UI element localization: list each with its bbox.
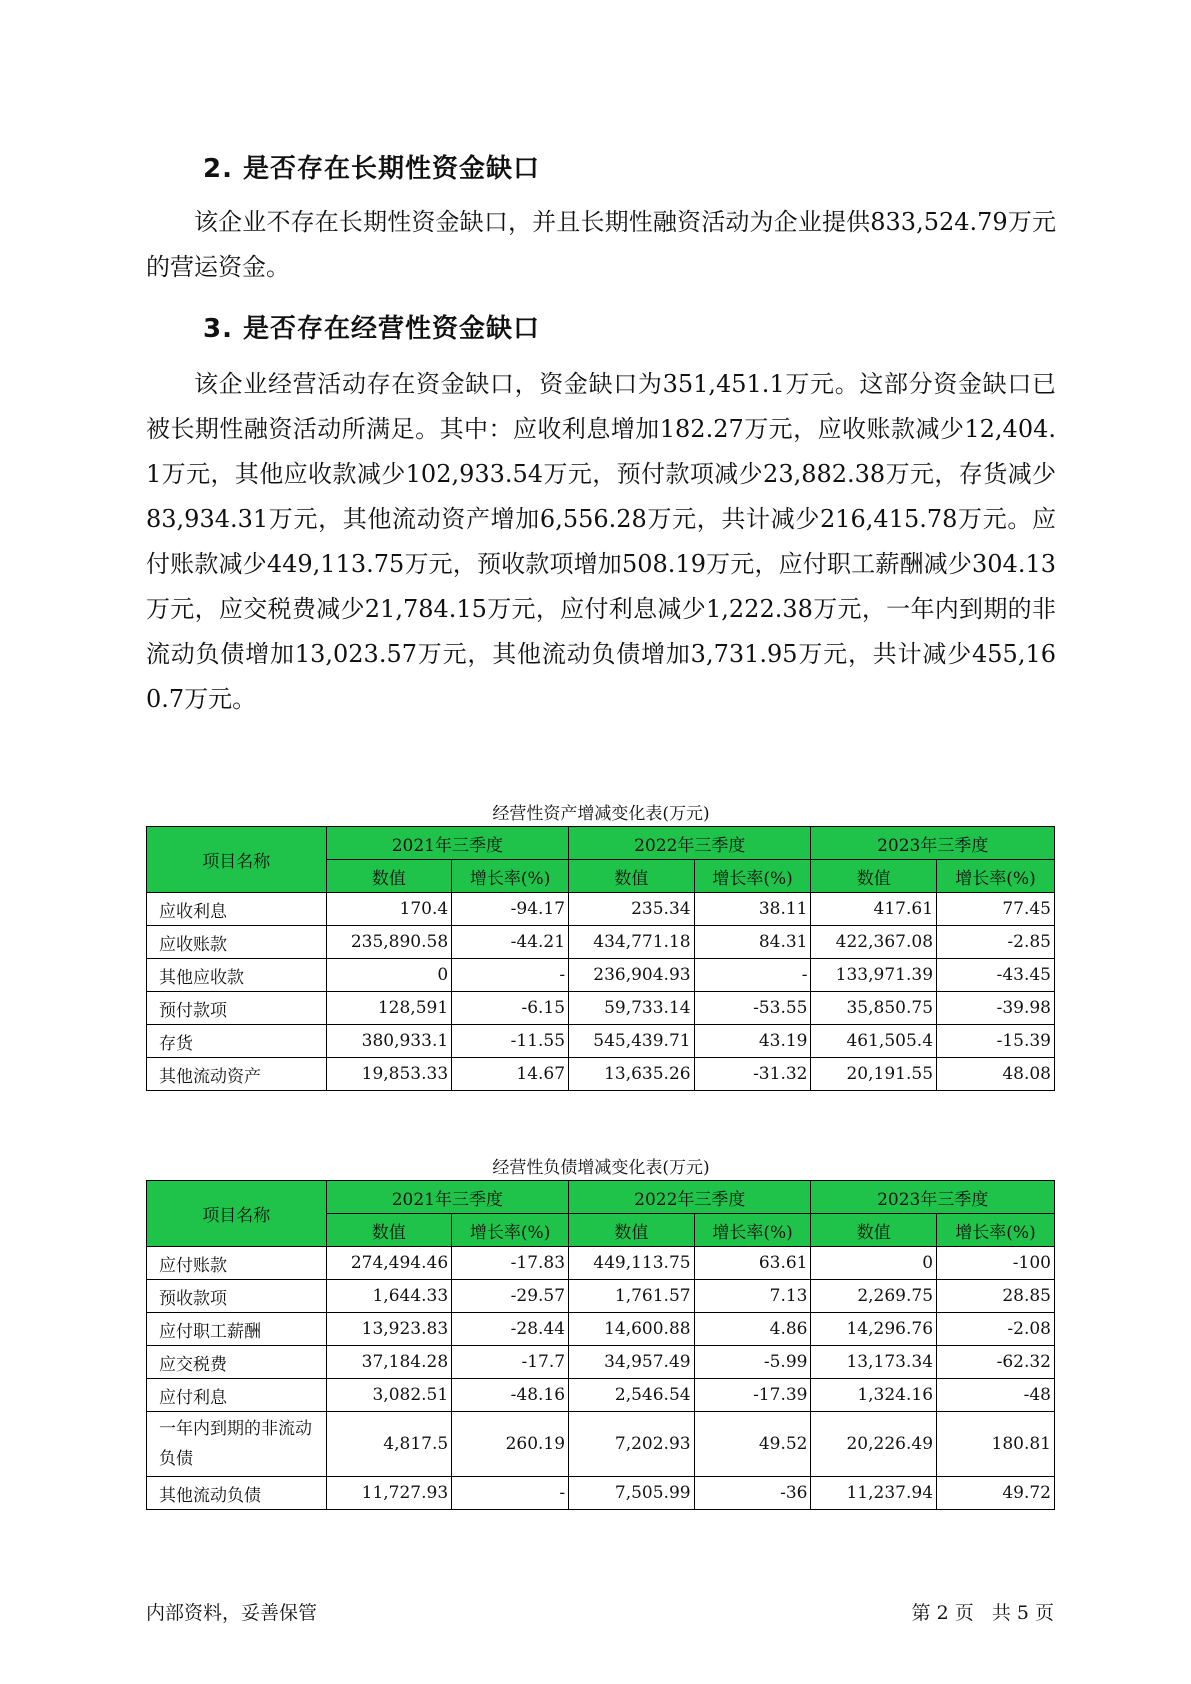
value-cell: 3,082.51 xyxy=(326,1379,452,1412)
value-cell: 7,202.93 xyxy=(569,1412,695,1477)
value-cell: 170.4 xyxy=(326,893,452,926)
table-row xyxy=(147,1313,1055,1346)
value-cell: 1,644.33 xyxy=(326,1280,452,1313)
table-row xyxy=(147,926,1055,959)
assets-table xyxy=(146,826,1055,1091)
value-cell: 417.61 xyxy=(811,893,937,926)
row-label: 预付款项 xyxy=(147,992,327,1025)
value-cell: 545,439.71 xyxy=(569,1025,695,1058)
value-cell: 133,971.39 xyxy=(811,959,937,992)
growth-rate-cell: 48.08 xyxy=(937,1058,1055,1091)
value-cell: 235,890.58 xyxy=(326,926,452,959)
value-cell: 0 xyxy=(326,959,452,992)
value-cell: 20,191.55 xyxy=(811,1058,937,1091)
growth-rate-cell: -29.57 xyxy=(452,1280,569,1313)
section-2-heading: 2. 是否存在长期性资金缺口 xyxy=(203,154,541,184)
row-label: 应付利息 xyxy=(147,1379,327,1412)
value-cell: 37,184.28 xyxy=(326,1346,452,1379)
growth-rate-cell: - xyxy=(452,959,569,992)
column-header-growth-rate: 增长率(%) xyxy=(937,1214,1055,1247)
value-cell: 13,635.26 xyxy=(569,1058,695,1091)
growth-rate-cell: -17.39 xyxy=(694,1379,811,1412)
column-header-period: 2021年三季度 xyxy=(326,827,568,860)
growth-rate-cell: 28.85 xyxy=(937,1280,1055,1313)
column-header-value: 数值 xyxy=(569,860,695,893)
column-header-growth-rate: 增长率(%) xyxy=(452,1214,569,1247)
growth-rate-cell: -39.98 xyxy=(937,992,1055,1025)
column-header-period: 2023年三季度 xyxy=(811,827,1055,860)
value-cell: 1,324.16 xyxy=(811,1379,937,1412)
row-label: 其他流动资产 xyxy=(147,1058,327,1091)
row-label: 应收利息 xyxy=(147,893,327,926)
column-header-period: 2021年三季度 xyxy=(326,1181,568,1214)
growth-rate-cell: -100 xyxy=(937,1247,1055,1280)
growth-rate-cell: -2.85 xyxy=(937,926,1055,959)
growth-rate-cell: -62.32 xyxy=(937,1346,1055,1379)
row-label: 存货 xyxy=(147,1025,327,1058)
growth-rate-cell: -53.55 xyxy=(694,992,811,1025)
growth-rate-cell: -48 xyxy=(937,1379,1055,1412)
table-row xyxy=(147,1025,1055,1058)
growth-rate-cell: -17.7 xyxy=(452,1346,569,1379)
value-cell: 2,546.54 xyxy=(569,1379,695,1412)
table-row xyxy=(147,1477,1055,1510)
table-row xyxy=(147,1058,1055,1091)
growth-rate-cell: 84.31 xyxy=(694,926,811,959)
table-row xyxy=(147,1412,1055,1477)
value-cell: 434,771.18 xyxy=(569,926,695,959)
column-header-period: 2022年三季度 xyxy=(569,827,811,860)
value-cell: 34,957.49 xyxy=(569,1346,695,1379)
value-cell: 19,853.33 xyxy=(326,1058,452,1091)
value-cell: 2,269.75 xyxy=(811,1280,937,1313)
growth-rate-cell: -94.17 xyxy=(452,893,569,926)
growth-rate-cell: -48.16 xyxy=(452,1379,569,1412)
table-row xyxy=(147,959,1055,992)
value-cell: 7,505.99 xyxy=(569,1477,695,1510)
section-3-paragraph: 该企业经营活动存在资金缺口，资金缺口为351,451.1万元。这部分资金缺口已被长期性融资活动所满足。其中：应收利息增加182.27万元，应收账款减少12,404.1万元，其他应收款减少102,933.54万元，预付款项减少23,882.38万元，存货减少83,934.31万元，其他流动资产增加6,556.28万元，共计减少216,415.78万元。应付账款减少449,113.75万元，预收款项增加508.19万元，应付职工薪酬减少304.13万元，应交税费减少21,784.15万元，应付利息减少1,222.38万元，一年内到期的非流动负债增加13,023.57万元，其他流动负债增加3,731.95万元，共计减少455,160.7万元。 xyxy=(146,370,1056,713)
column-header-period: 2022年三季度 xyxy=(569,1181,811,1214)
growth-rate-cell: -2.08 xyxy=(937,1313,1055,1346)
growth-rate-cell: 43.19 xyxy=(694,1025,811,1058)
liabilities-table xyxy=(146,1180,1055,1510)
row-label: 应付账款 xyxy=(147,1247,327,1280)
column-header-growth-rate: 增长率(%) xyxy=(694,1214,811,1247)
value-cell: 13,923.83 xyxy=(326,1313,452,1346)
value-cell: 0 xyxy=(811,1247,937,1280)
value-cell: 449,113.75 xyxy=(569,1247,695,1280)
row-label: 应付职工薪酬 xyxy=(147,1313,327,1346)
table-row xyxy=(147,893,1055,926)
growth-rate-cell: -15.39 xyxy=(937,1025,1055,1058)
liabilities-table-caption: 经营性负债增减变化表(万元) xyxy=(492,1158,710,1178)
growth-rate-cell: 38.11 xyxy=(694,893,811,926)
growth-rate-cell: -31.32 xyxy=(694,1058,811,1091)
section-2-paragraph: 该企业不存在长期性资金缺口，并且长期性融资活动为企业提供833,524.79万元的营运资金。 xyxy=(146,208,1056,281)
section-3-heading: 3. 是否存在经营性资金缺口 xyxy=(203,314,541,344)
growth-rate-cell: -11.55 xyxy=(452,1025,569,1058)
value-cell: 59,733.14 xyxy=(569,992,695,1025)
growth-rate-cell: -17.83 xyxy=(452,1247,569,1280)
table-row xyxy=(147,1379,1055,1412)
assets-table-caption: 经营性资产增减变化表(万元) xyxy=(492,804,710,824)
column-header-value: 数值 xyxy=(811,860,937,893)
value-cell: 128,591 xyxy=(326,992,452,1025)
column-header-value: 数值 xyxy=(326,1214,452,1247)
growth-rate-cell: 180.81 xyxy=(937,1412,1055,1477)
table-row xyxy=(147,1346,1055,1379)
liabilities-table-body xyxy=(147,1247,1055,1510)
column-header-value: 数值 xyxy=(569,1214,695,1247)
row-label: 一年内到期的非流动负债 xyxy=(147,1412,327,1477)
row-label: 应交税费 xyxy=(147,1346,327,1379)
growth-rate-cell: 7.13 xyxy=(694,1280,811,1313)
value-cell: 14,296.76 xyxy=(811,1313,937,1346)
row-label: 应收账款 xyxy=(147,926,327,959)
growth-rate-cell: -5.99 xyxy=(694,1346,811,1379)
column-header-value: 数值 xyxy=(326,860,452,893)
column-header-growth-rate: 增长率(%) xyxy=(694,860,811,893)
table-row xyxy=(147,1247,1055,1280)
row-label: 其他流动负债 xyxy=(147,1477,327,1510)
growth-rate-cell: 260.19 xyxy=(452,1412,569,1477)
value-cell: 380,933.1 xyxy=(326,1025,452,1058)
growth-rate-cell: 14.67 xyxy=(452,1058,569,1091)
column-header-growth-rate: 增长率(%) xyxy=(452,860,569,893)
value-cell: 236,904.93 xyxy=(569,959,695,992)
value-cell: 422,367.08 xyxy=(811,926,937,959)
growth-rate-cell: -36 xyxy=(694,1477,811,1510)
growth-rate-cell: 4.86 xyxy=(694,1313,811,1346)
growth-rate-cell: -6.15 xyxy=(452,992,569,1025)
column-header-value: 数值 xyxy=(811,1214,937,1247)
column-header-period: 2023年三季度 xyxy=(811,1181,1055,1214)
growth-rate-cell: -28.44 xyxy=(452,1313,569,1346)
value-cell: 235.34 xyxy=(569,893,695,926)
growth-rate-cell: - xyxy=(694,959,811,992)
footer-confidential-note: 内部资料，妥善保管 xyxy=(146,1602,318,1624)
value-cell: 11,237.94 xyxy=(811,1477,937,1510)
table-row xyxy=(147,1280,1055,1313)
growth-rate-cell: 63.61 xyxy=(694,1247,811,1280)
table-row xyxy=(147,992,1055,1025)
growth-rate-cell: 49.72 xyxy=(937,1477,1055,1510)
value-cell: 14,600.88 xyxy=(569,1313,695,1346)
growth-rate-cell: - xyxy=(452,1477,569,1510)
growth-rate-cell: -43.45 xyxy=(937,959,1055,992)
footer-page-number: 第 2 页 共 5 页 xyxy=(911,1602,1054,1624)
row-label: 其他应收款 xyxy=(147,959,327,992)
row-label: 预收款项 xyxy=(147,1280,327,1313)
column-header-item-name: 项目名称 xyxy=(147,827,327,893)
value-cell: 13,173.34 xyxy=(811,1346,937,1379)
value-cell: 1,761.57 xyxy=(569,1280,695,1313)
growth-rate-cell: 49.52 xyxy=(694,1412,811,1477)
value-cell: 274,494.46 xyxy=(326,1247,452,1280)
growth-rate-cell: 77.45 xyxy=(937,893,1055,926)
value-cell: 35,850.75 xyxy=(811,992,937,1025)
value-cell: 461,505.4 xyxy=(811,1025,937,1058)
value-cell: 11,727.93 xyxy=(326,1477,452,1510)
value-cell: 20,226.49 xyxy=(811,1412,937,1477)
assets-table-body xyxy=(147,893,1055,1091)
growth-rate-cell: -44.21 xyxy=(452,926,569,959)
column-header-item-name: 项目名称 xyxy=(147,1181,327,1247)
column-header-growth-rate: 增长率(%) xyxy=(937,860,1055,893)
value-cell: 4,817.5 xyxy=(326,1412,452,1477)
